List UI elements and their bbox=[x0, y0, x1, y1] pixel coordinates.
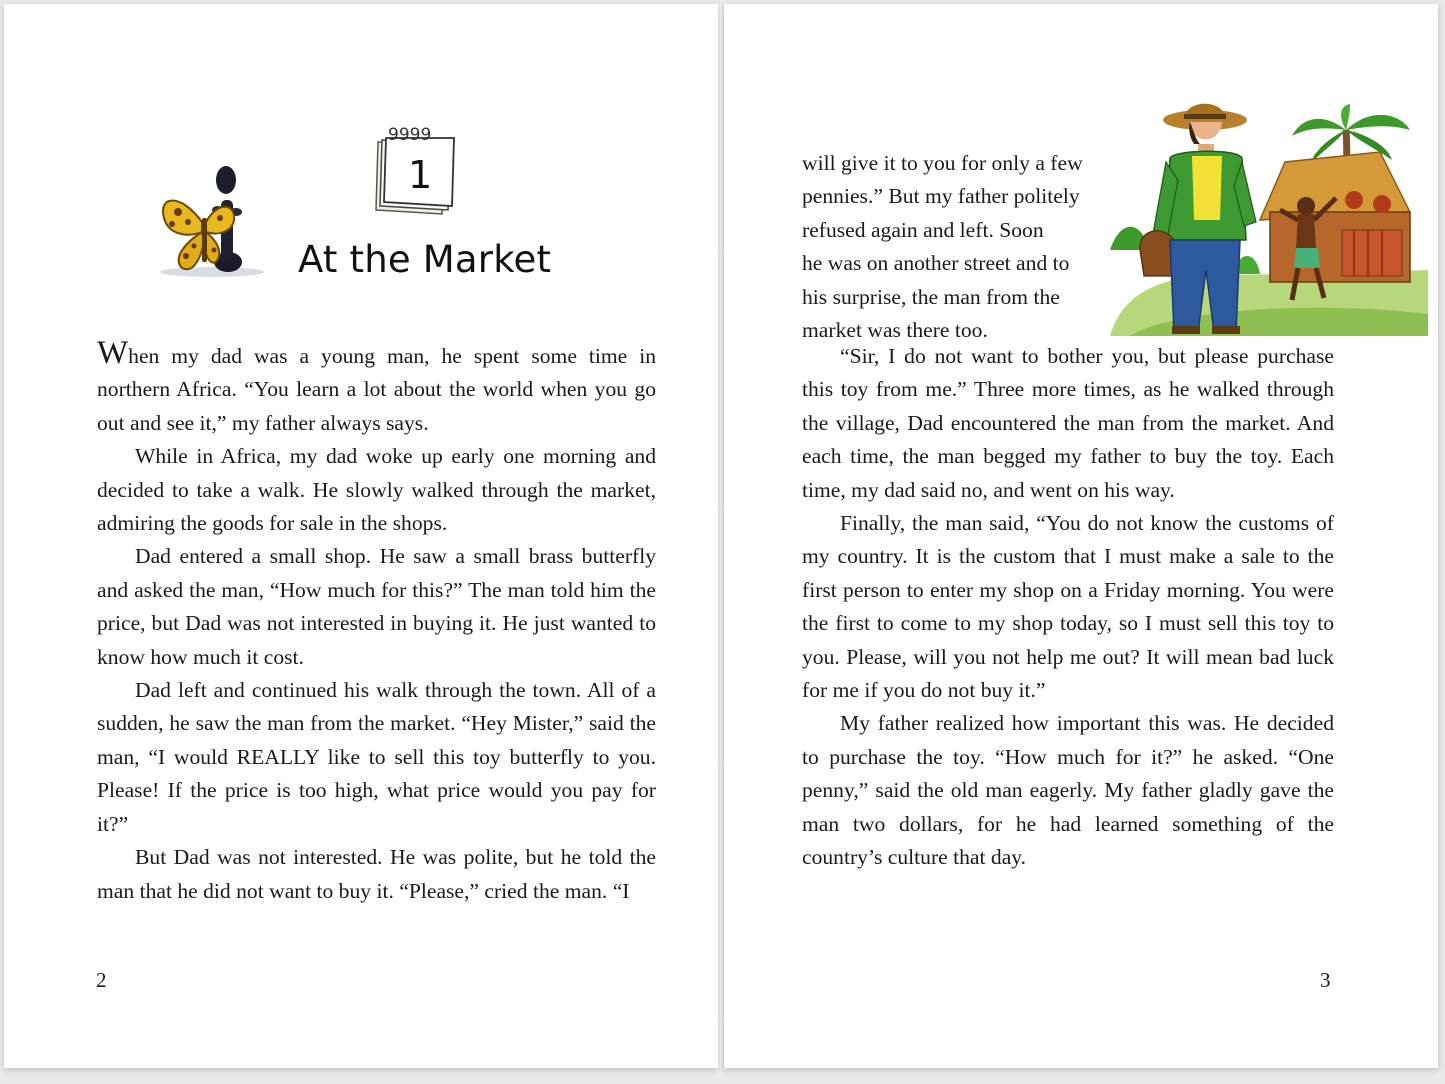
paragraph: While in Africa, my dad woke up early one morning and decided to take a walk. He slowly walked through the market, admiring the goods for sale in the shops. bbox=[97, 444, 656, 536]
right-page-wrapped-text bbox=[802, 147, 1102, 347]
paragraph: When my dad was a young man, he spent some time in northern Africa. “You learn a lot about the world when you go out and see it,” my father always says. bbox=[97, 335, 656, 435]
page-number-left: 2 bbox=[96, 968, 107, 992]
butterfly-illustration bbox=[150, 160, 268, 280]
left-page-text bbox=[97, 335, 656, 908]
calendar-icon bbox=[372, 122, 456, 218]
right-page-text bbox=[802, 340, 1334, 875]
chapter-number: 1 bbox=[408, 153, 433, 197]
chapter-title: At the Market bbox=[298, 238, 552, 281]
paragraph: But Dad was not interested. He was polite, but he told the man that he did not want to buy it. “Please,” cried the man. “I bbox=[97, 845, 656, 903]
text-line: he was on another street and to bbox=[802, 251, 1070, 276]
calendar-rings: 9999 bbox=[388, 125, 432, 145]
page-number-right: 3 bbox=[1320, 968, 1331, 992]
market-illustration bbox=[1110, 100, 1428, 336]
text-line: will give it to you for only a few bbox=[802, 151, 1083, 175]
text-line: refused again and left. Soon bbox=[802, 217, 1044, 242]
paragraph: Finally, the man said, “You do not know the customs of my country. It is the custom that I must make a sale to the first person to enter my shop on a Friday morning. You were the first to come to my shop today, so I must sell this toy to you. Please, will you not help me out? It will mean bad luck for me if you do not buy it.” bbox=[802, 511, 1334, 703]
text-line: pennies.” But my father politely bbox=[802, 184, 1080, 209]
drop-cap: W bbox=[97, 335, 129, 371]
paragraph: My father realized how important this was. He decided to purchase the toy. “How much for it?” he asked. “One penny,” said the old man eagerly. My father gladly gave the man two dollars, for he had learned something of the country’s culture that day. bbox=[802, 711, 1334, 870]
text-line: his surprise, the man from the bbox=[802, 284, 1060, 309]
paragraph: “Sir, I do not want to bother you, but please purchase this toy from me.” Three more times, as he walked through the village, Dad encountered the man from the market. And each time, the man begged my father to buy the toy. Each time, my dad said no, and went on his way. bbox=[802, 344, 1334, 502]
paragraph: Dad entered a small shop. He saw a small brass butterfly and asked the man, “How much for this?” The man told him the price, but Dad was not interested in buying it. He just wanted to know how much it cost. bbox=[97, 544, 656, 669]
text-line: market was there too. bbox=[802, 318, 988, 343]
paragraph: Dad left and continued his walk through the town. All of a sudden, he saw the man from the market. “Hey Mister,” said the man, “I would REALLY like to sell this toy butterfly to you. Please! If the price is too high, what price would you pay for it?” bbox=[97, 678, 656, 836]
